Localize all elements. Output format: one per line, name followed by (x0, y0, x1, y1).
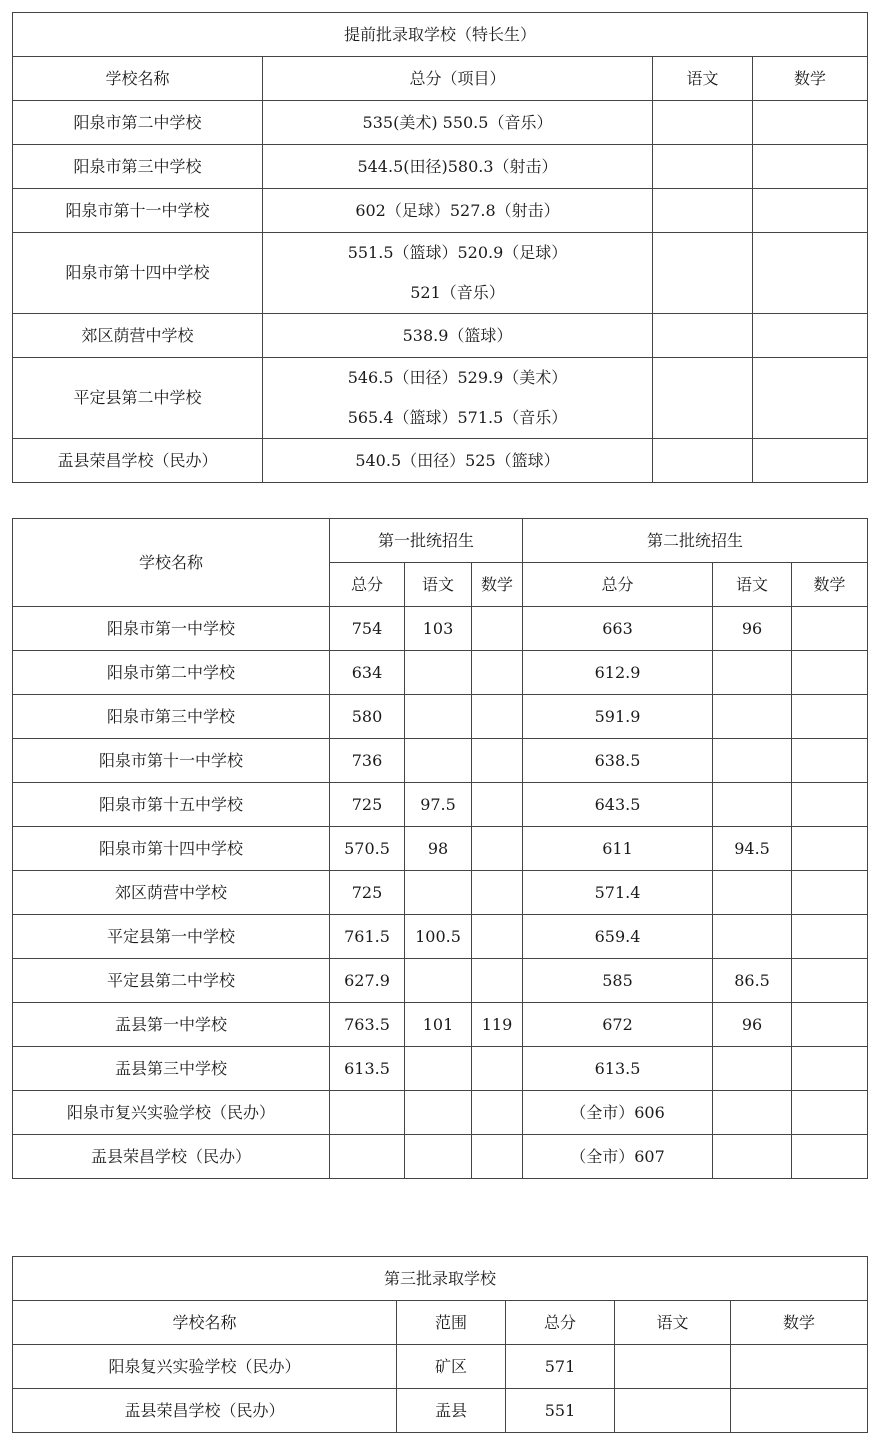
b1-chinese-score (405, 1047, 472, 1091)
b2-total-score: 613.5 (523, 1047, 713, 1091)
table-row (13, 871, 868, 915)
total-score-project (263, 233, 653, 314)
math-score (731, 1345, 868, 1389)
chinese-score (653, 358, 753, 439)
school-name: 平定县第一中学校 (13, 915, 330, 959)
math-score (753, 189, 868, 233)
table-row (13, 1135, 868, 1179)
b2-total-score: （全市）607 (523, 1135, 713, 1179)
b2-math-score (792, 1135, 868, 1179)
chinese-score (653, 233, 753, 314)
school-name: 阳泉市第十一中学校 (13, 739, 330, 783)
table2-header-b1-chinese: 语文 (405, 563, 472, 607)
score-line: 546.5（田径）529.9（美术） (347, 368, 568, 387)
b1-math-score (472, 1047, 523, 1091)
school-name: 阳泉市第十一中学校 (13, 189, 263, 233)
table1-title: 提前批录取学校（特长生） (13, 13, 868, 57)
b2-math-score (792, 1091, 868, 1135)
table-row (13, 439, 868, 483)
b1-chinese-score (405, 739, 472, 783)
b1-total-score: 634 (330, 651, 405, 695)
b2-math-score (792, 783, 868, 827)
b1-chinese-score (405, 959, 472, 1003)
school-name: 阳泉市第二中学校 (13, 651, 330, 695)
school-name: 阳泉市复兴实验学校（民办） (13, 1091, 330, 1135)
school-name: 阳泉市第三中学校 (13, 145, 263, 189)
b2-chinese-score: 96 (713, 1003, 792, 1047)
table3-title: 第三批录取学校 (13, 1257, 868, 1301)
b2-total-score: 672 (523, 1003, 713, 1047)
b2-chinese-score (713, 651, 792, 695)
table3-header-scope: 范围 (397, 1301, 506, 1345)
chinese-score (615, 1345, 731, 1389)
school-name: 阳泉市第一中学校 (13, 607, 330, 651)
total-score-project: 538.9（篮球） (263, 314, 653, 358)
table-row (13, 651, 868, 695)
b2-math-score (792, 651, 868, 695)
school-name: 阳泉市第十四中学校 (13, 233, 263, 314)
b2-total-score: 659.4 (523, 915, 713, 959)
school-name: 盂县第一中学校 (13, 1003, 330, 1047)
table-row (13, 1047, 868, 1091)
b2-total-score: 638.5 (523, 739, 713, 783)
table2-header-b1-total: 总分 (330, 563, 405, 607)
b2-total-score: 585 (523, 959, 713, 1003)
chinese-score (615, 1389, 731, 1433)
b1-chinese-score (405, 695, 472, 739)
chinese-score (653, 439, 753, 483)
b2-math-score (792, 607, 868, 651)
table-row (13, 101, 868, 145)
b2-total-score: 591.9 (523, 695, 713, 739)
math-score (753, 101, 868, 145)
b2-total-score: 663 (523, 607, 713, 651)
total-score-project: 544.5(田径)580.3（射击） (263, 145, 653, 189)
school-name: 盂县荣昌学校（民办） (13, 439, 263, 483)
table-row (13, 314, 868, 358)
b1-total-score: 580 (330, 695, 405, 739)
table-row (13, 358, 868, 439)
b1-chinese-score: 101 (405, 1003, 472, 1047)
school-name: 平定县第二中学校 (13, 959, 330, 1003)
table2-header-b2-total: 总分 (523, 563, 713, 607)
b1-chinese-score (405, 1135, 472, 1179)
math-score (753, 145, 868, 189)
b1-math-score (472, 1091, 523, 1135)
total-score-project: 535(美术) 550.5（音乐） (263, 101, 653, 145)
b2-chinese-score: 96 (713, 607, 792, 651)
b2-chinese-score (713, 871, 792, 915)
b2-chinese-score (713, 1091, 792, 1135)
b1-math-score (472, 607, 523, 651)
math-score (753, 358, 868, 439)
b2-math-score (792, 871, 868, 915)
chinese-score (653, 189, 753, 233)
table-row (13, 959, 868, 1003)
b1-total-score (330, 1091, 405, 1135)
special-talent-admission-table (12, 12, 868, 483)
third-batch-admission-table (12, 1256, 868, 1433)
b2-math-score (792, 739, 868, 783)
school-name: 盂县荣昌学校（民办） (13, 1389, 397, 1433)
table3-header-math: 数学 (731, 1301, 868, 1345)
b1-chinese-score: 103 (405, 607, 472, 651)
math-score (753, 439, 868, 483)
school-name: 阳泉复兴实验学校（民办） (13, 1345, 397, 1389)
table-row (13, 607, 868, 651)
b1-total-score: 725 (330, 871, 405, 915)
b1-total-score (330, 1135, 405, 1179)
b1-math-score (472, 915, 523, 959)
table3-header-school: 学校名称 (13, 1301, 397, 1345)
table-row (13, 1389, 868, 1433)
table3-header-chinese: 语文 (615, 1301, 731, 1345)
chinese-score (653, 145, 753, 189)
b1-math-score (472, 827, 523, 871)
math-score (731, 1389, 868, 1433)
b2-total-score: 571.4 (523, 871, 713, 915)
b2-chinese-score (713, 695, 792, 739)
table-row (13, 189, 868, 233)
b2-total-score: 643.5 (523, 783, 713, 827)
table-row (13, 783, 868, 827)
b1-total-score: 725 (330, 783, 405, 827)
b1-chinese-score: 97.5 (405, 783, 472, 827)
b2-math-score (792, 827, 868, 871)
table-row (13, 1091, 868, 1135)
school-name: 阳泉市第三中学校 (13, 695, 330, 739)
total-score: 571 (506, 1345, 615, 1389)
total-score: 551 (506, 1389, 615, 1433)
table1-header-chinese: 语文 (653, 57, 753, 101)
b1-total-score: 570.5 (330, 827, 405, 871)
b2-total-score: 611 (523, 827, 713, 871)
table2-header-school: 学校名称 (13, 519, 330, 607)
b2-math-score (792, 1047, 868, 1091)
b1-math-score (472, 783, 523, 827)
score-line: 521（音乐） (410, 283, 505, 302)
b1-math-score (472, 651, 523, 695)
school-name: 阳泉市第二中学校 (13, 101, 263, 145)
school-name: 盂县荣昌学校（民办） (13, 1135, 330, 1179)
school-name: 阳泉市第十四中学校 (13, 827, 330, 871)
table2-header-b2-math: 数学 (792, 563, 868, 607)
table1-header-math: 数学 (753, 57, 868, 101)
b1-total-score: 627.9 (330, 959, 405, 1003)
table-row (13, 145, 868, 189)
b1-total-score: 754 (330, 607, 405, 651)
table1-header-total-project: 总分（项目） (263, 57, 653, 101)
unified-admission-table (12, 518, 868, 1179)
school-name: 盂县第三中学校 (13, 1047, 330, 1091)
b2-chinese-score (713, 915, 792, 959)
b2-chinese-score (713, 783, 792, 827)
score-line: 551.5（篮球）520.9（足球） (347, 243, 568, 262)
b1-math-score (472, 871, 523, 915)
scope: 盂县 (397, 1389, 506, 1433)
b2-chinese-score (713, 739, 792, 783)
table2-header-batch1: 第一批统招生 (330, 519, 523, 563)
b2-chinese-score: 86.5 (713, 959, 792, 1003)
b2-chinese-score (713, 1047, 792, 1091)
b1-chinese-score (405, 871, 472, 915)
b2-math-score (792, 1003, 868, 1047)
chinese-score (653, 101, 753, 145)
table2-header-b1-math: 数学 (472, 563, 523, 607)
b1-chinese-score: 100.5 (405, 915, 472, 959)
b1-chinese-score (405, 1091, 472, 1135)
b2-total-score: 612.9 (523, 651, 713, 695)
table3-header-total: 总分 (506, 1301, 615, 1345)
table2-header-b2-chinese: 语文 (713, 563, 792, 607)
school-name: 郊区荫营中学校 (13, 314, 263, 358)
total-score-project: 540.5（田径）525（篮球） (263, 439, 653, 483)
b2-math-score (792, 695, 868, 739)
b2-chinese-score (713, 1135, 792, 1179)
b2-math-score (792, 915, 868, 959)
math-score (753, 314, 868, 358)
b2-chinese-score: 94.5 (713, 827, 792, 871)
table-row (13, 233, 868, 314)
b2-math-score (792, 959, 868, 1003)
school-name: 平定县第二中学校 (13, 358, 263, 439)
table1-header-school: 学校名称 (13, 57, 263, 101)
table-row (13, 827, 868, 871)
school-name: 阳泉市第十五中学校 (13, 783, 330, 827)
table2-header-batch2: 第二批统招生 (523, 519, 868, 563)
b1-math-score (472, 1135, 523, 1179)
table-row (13, 915, 868, 959)
b1-math-score: 119 (472, 1003, 523, 1047)
math-score (753, 233, 868, 314)
b1-math-score (472, 739, 523, 783)
b1-chinese-score (405, 651, 472, 695)
chinese-score (653, 314, 753, 358)
table-row (13, 1345, 868, 1389)
total-score-project (263, 358, 653, 439)
b1-total-score: 736 (330, 739, 405, 783)
b1-total-score: 613.5 (330, 1047, 405, 1091)
table-row (13, 1003, 868, 1047)
score-line: 565.4（篮球）571.5（音乐） (347, 408, 568, 427)
b1-math-score (472, 959, 523, 1003)
total-score-project: 602（足球）527.8（射击） (263, 189, 653, 233)
table-row (13, 695, 868, 739)
scope: 矿区 (397, 1345, 506, 1389)
b1-math-score (472, 695, 523, 739)
b1-total-score: 761.5 (330, 915, 405, 959)
b1-chinese-score: 98 (405, 827, 472, 871)
school-name: 郊区荫营中学校 (13, 871, 330, 915)
table-row (13, 739, 868, 783)
b2-total-score: （全市）606 (523, 1091, 713, 1135)
b1-total-score: 763.5 (330, 1003, 405, 1047)
